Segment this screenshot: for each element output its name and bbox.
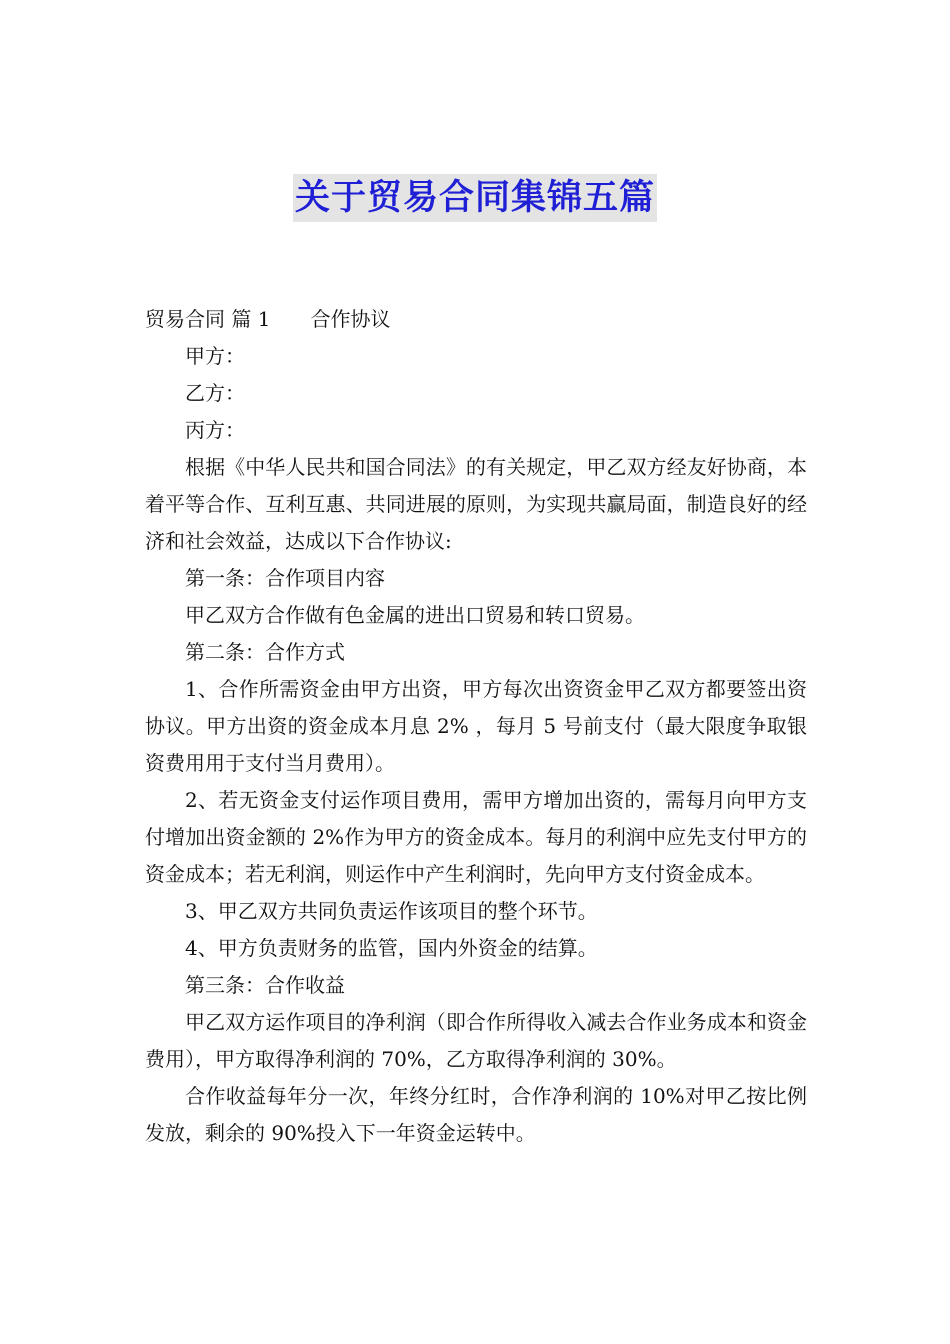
title-container (0, 174, 950, 222)
preamble-paragraph: 根据《中华人民共和国合同法》的有关规定，甲乙双方经友好协商，本着平等合作、互利互惠、共同进展的原则，为实现共赢局面，制造良好的经济和社会效益，达成以下合作协议: (145, 455, 807, 553)
article-2-heading: 第二条：合作方式 (185, 640, 345, 664)
article-2-item-3: 3、甲乙双方共同负责运作该项目的整个环节。 (185, 899, 598, 923)
party-b-line: 乙方： (185, 381, 245, 405)
article-3-paragraph-2: 合作收益每年分一次，年终分红时，合作净利润的 10%对甲乙按比例发放，剩余的 90%投入下一年资金运转中。 (145, 1084, 807, 1145)
section-label: 贸易合同 篇 1 (145, 307, 271, 331)
article-2-item-2: 2、若无资金支付运作项目费用，需甲方增加出资的，需每月向甲方支付增加出资金额的 2%作为甲方的资金成本。每月的利润中应先支付甲方的资金成本；若无利润，则运作中产生利润时，先向甲方支付资金成本。 (145, 788, 807, 886)
article-1-heading: 第一条：合作项目内容 (185, 566, 385, 590)
party-a-line: 甲方： (185, 344, 245, 368)
document-body (145, 301, 807, 1152)
article-2-item-1: 1、合作所需资金由甲方出资，甲方每次出资资金甲乙双方都要签出资协议。甲方出资的资金成本月息 2% ，每月 5 号前支付（最大限度争取银资费用用于支付当月费用）。 (145, 677, 807, 775)
article-1-content: 甲乙双方合作做有色金属的进出口贸易和转口贸易。 (185, 603, 645, 627)
article-2-item-4: 4、甲方负责财务的监管，国内外资金的结算。 (185, 936, 598, 960)
document-title: 关于贸易合同集锦五篇 (293, 174, 657, 222)
party-c-line: 丙方： (185, 418, 245, 442)
article-3-paragraph-1: 甲乙双方运作项目的净利润（即合作所得收入减去合作业务成本和资金费用），甲方取得净利润的 70%，乙方取得净利润的 30%。 (145, 1010, 807, 1071)
section-heading-line (145, 301, 807, 338)
article-3-heading: 第三条：合作收益 (185, 973, 345, 997)
section-heading: 合作协议 (310, 307, 391, 331)
